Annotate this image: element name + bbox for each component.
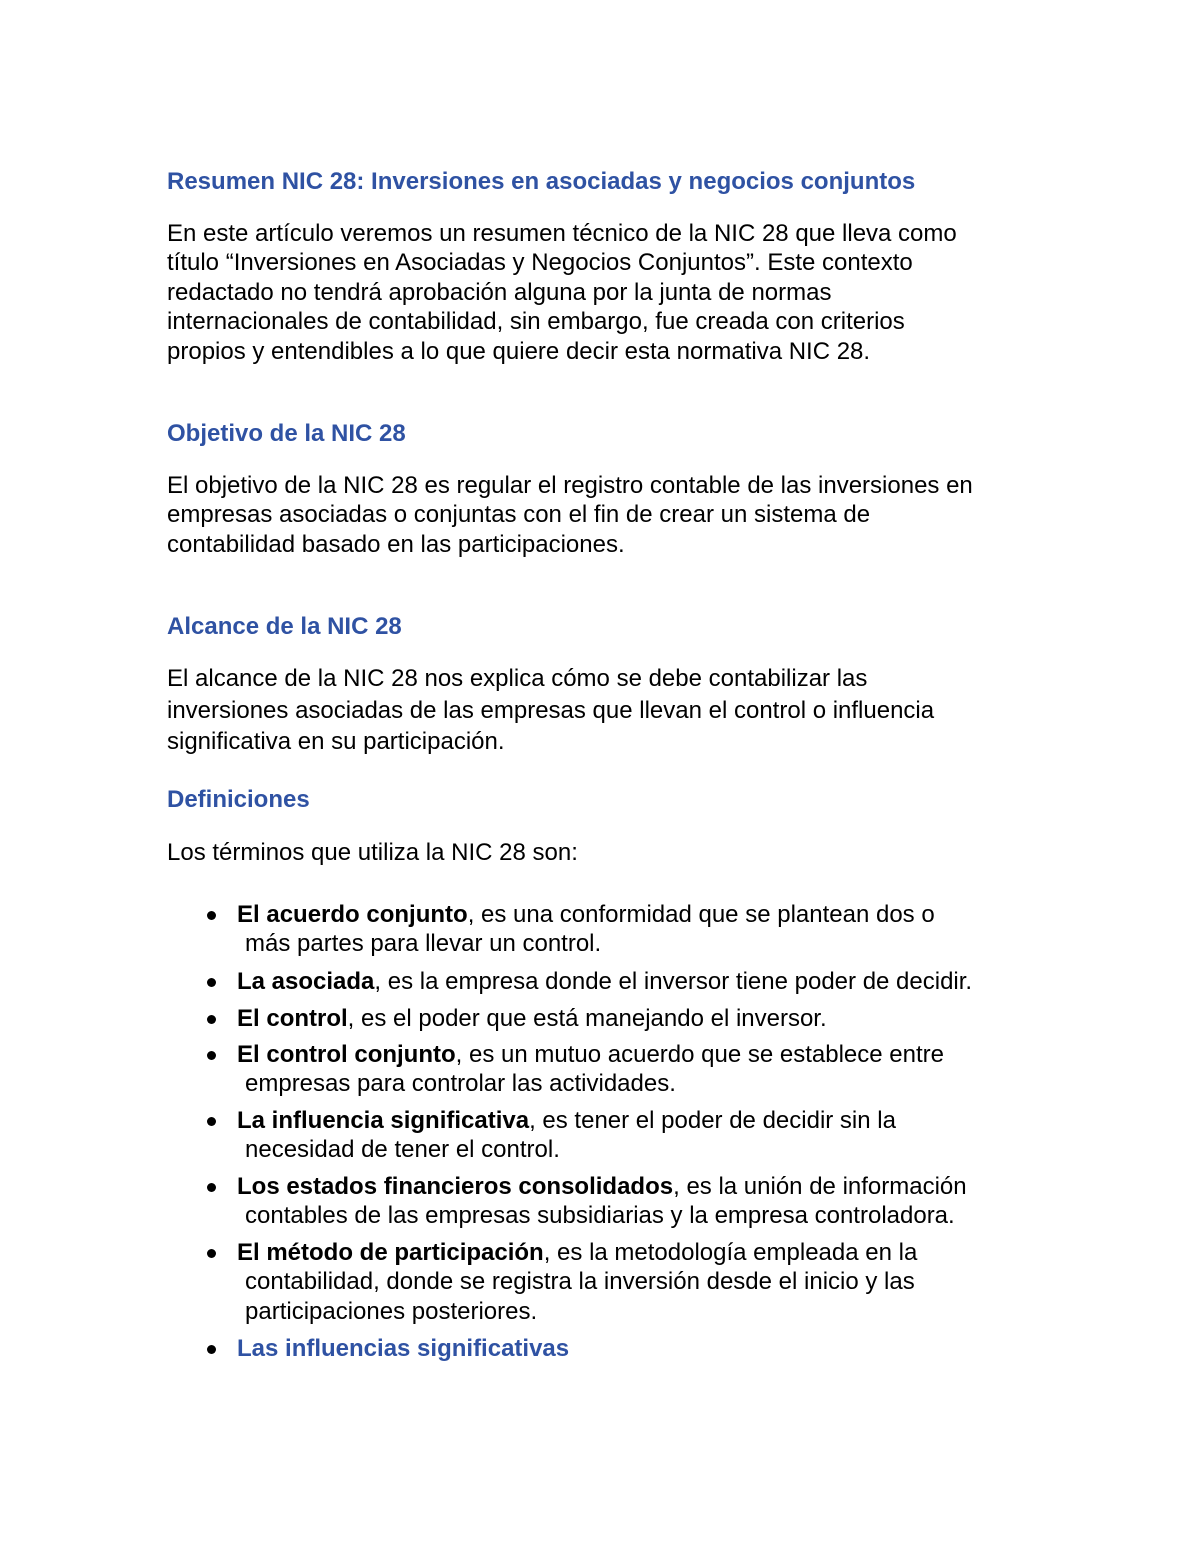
bullet-icon (207, 1051, 216, 1060)
objective-paragraph (167, 471, 1047, 559)
definition-continuation: participaciones posteriores. (245, 1297, 538, 1325)
scope-line: El alcance de la NIC 28 nos explica cómo se debe contabilizar las (167, 665, 868, 692)
intro-paragraph (167, 219, 1047, 366)
intro-line: propios y entendibles a lo que quiere decir esta normativa NIC 28. (167, 337, 871, 365)
scope-line: inversiones asociadas de las empresas que llevan el control o influencia (167, 696, 935, 724)
bullet-icon (207, 1249, 216, 1258)
list-item (0, 1004, 1200, 1033)
definition-text: , es la metodología empleada en la (543, 1239, 918, 1266)
bullet-icon (207, 911, 216, 920)
definitions-intro: Los términos que utiliza la NIC 28 son: (167, 839, 578, 866)
intro-line: En este artículo veremos un resumen técnico de la NIC 28 que lleva como (167, 220, 957, 247)
bullet-icon (207, 1015, 216, 1024)
definition-term: El control conjunto (237, 1041, 456, 1068)
objective-heading: Objetivo de la NIC 28 (167, 420, 406, 447)
bullet-icon (207, 1117, 216, 1126)
bullet-icon (207, 1345, 216, 1354)
intro-line: título “Inversiones en Asociadas y Negocios Conjuntos”. Este contexto (167, 249, 913, 277)
definition-continuation: necesidad de tener el control. (245, 1136, 560, 1164)
list-item (0, 967, 1200, 996)
scope-paragraph (167, 663, 1047, 758)
definition-continuation: empresas para controlar las actividades. (245, 1070, 676, 1098)
objective-line: contabilidad basado en las participaciones. (167, 530, 625, 558)
definition-text: , es tener el poder de decidir sin la (529, 1107, 896, 1134)
definition-text: , es la empresa donde el inversor tiene poder de decidir. (374, 968, 973, 995)
page-title: Resumen NIC 28: Inversiones en asociadas y negocios conjuntos (167, 168, 916, 195)
list-item (0, 1040, 1200, 1099)
definition-text: , es un mutuo acuerdo que se establece entre (455, 1041, 944, 1068)
intro-line: redactado no tendrá aprobación alguna por la junta de normas (167, 278, 832, 306)
scope-line: significativa en su participación. (167, 728, 505, 755)
list-item-subheading (0, 1334, 1200, 1363)
list-item (0, 900, 1200, 959)
definition-term: La asociada (237, 968, 375, 995)
definition-term: Los estados financieros consolidados (237, 1173, 674, 1200)
definition-text: , es una conformidad que se plantean dos o (467, 901, 935, 928)
definition-continuation: más partes para llevar un control. (245, 930, 602, 958)
list-item (0, 1106, 1200, 1165)
scope-heading: Alcance de la NIC 28 (167, 613, 402, 640)
list-item (0, 1238, 1200, 1326)
definition-text: , es la unión de información (673, 1173, 967, 1200)
definition-term: El control (237, 1005, 348, 1032)
subheading-link-text: Las influencias significativas (237, 1335, 570, 1362)
definition-text: , es el poder que está manejando el inversor. (347, 1005, 827, 1032)
definition-term: El método de participación (237, 1239, 544, 1266)
objective-line: empresas asociadas o conjuntas con el fin de crear un sistema de (167, 501, 871, 529)
definition-term: El acuerdo conjunto (237, 901, 468, 928)
objective-line: El objetivo de la NIC 28 es regular el registro contable de las inversiones en (167, 472, 973, 499)
intro-line: internacionales de contabilidad, sin embargo, fue creada con criterios (167, 308, 905, 336)
definition-continuation: contables de las empresas subsidiarias y la empresa controladora. (245, 1202, 955, 1230)
bullet-icon (207, 978, 216, 987)
definition-continuation: contabilidad, donde se registra la inversión desde el inicio y las (245, 1268, 915, 1296)
list-item (0, 1172, 1200, 1231)
definitions-heading: Definiciones (167, 786, 310, 813)
definition-term: La influencia significativa (237, 1107, 530, 1134)
bullet-icon (207, 1183, 216, 1192)
